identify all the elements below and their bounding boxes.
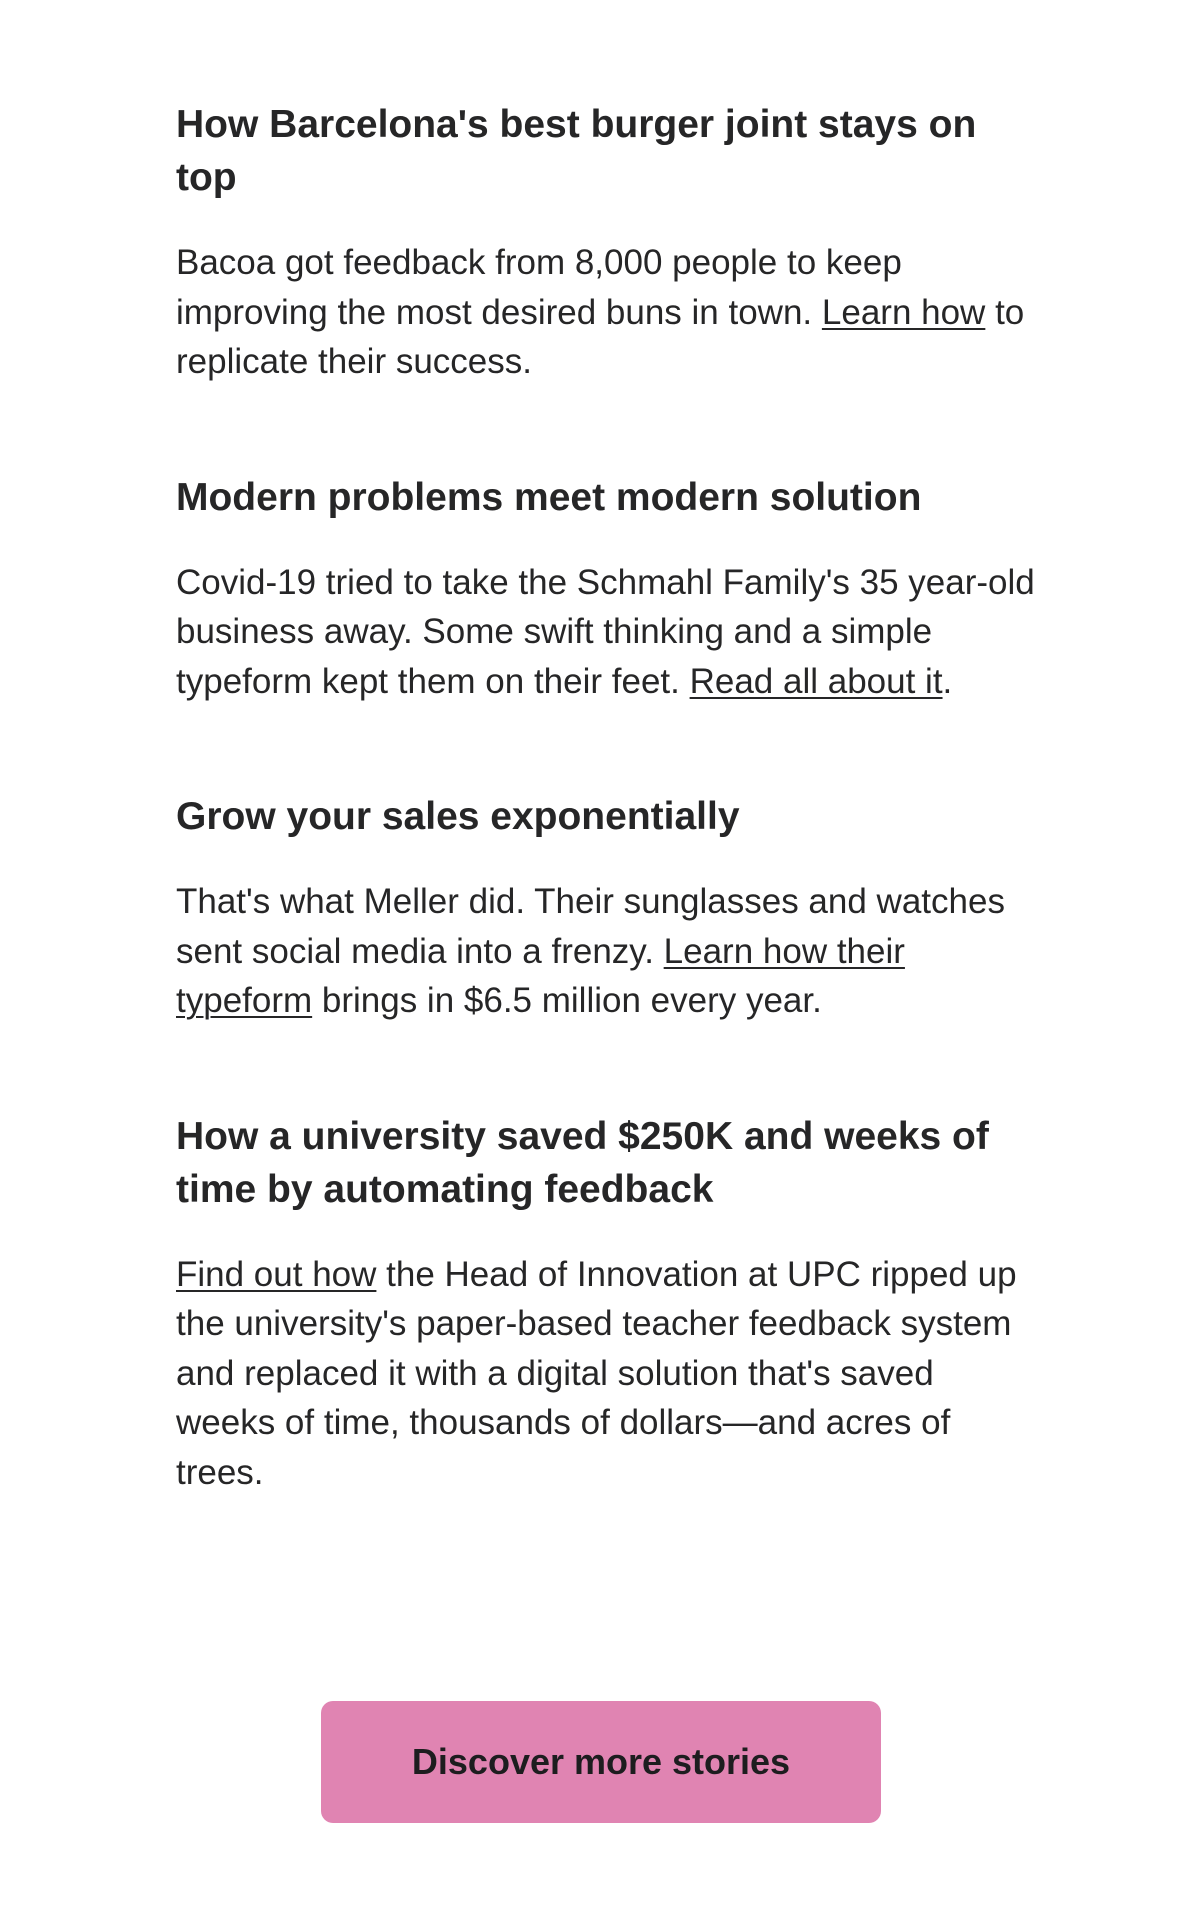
story-text-after: the Head of Innovation at UPC ripped up the university's paper-based teacher feedback system and replaced it with a digital solution that's saved weeks of time, thousands of dollars—and acres of trees. (176, 1254, 1017, 1492)
story-title: Grow your sales exponentially (176, 795, 740, 838)
story-title: How a university saved $250K and weeks of time by automating feedback (176, 1114, 989, 1211)
story-card (176, 1110, 1036, 1498)
story-body (176, 558, 1036, 707)
stories-list (176, 98, 1036, 1581)
learn-how-their-typeform-link[interactable]: Learn how their typeform (176, 931, 905, 1020)
story-text-after: brings in $6.5 million every year. (312, 981, 822, 1020)
story-card (176, 98, 1036, 387)
discover-more-stories-button[interactable]: Discover more stories (321, 1701, 881, 1823)
story-body (176, 238, 1036, 387)
story-card (176, 471, 1036, 707)
story-text-before: Covid-19 tried to take the Schmahl Family's 35 year-old business away. Some swift thinking and a simple typeform kept them on their feet. (176, 562, 1035, 701)
story-title: Modern problems meet modern solution (176, 475, 922, 519)
story-text-after: to replicate their success. (176, 292, 1025, 381)
cta-container (0, 1701, 1200, 1823)
story-body (176, 877, 1036, 1026)
story-text-after: . (942, 661, 953, 701)
find-out-how-link[interactable]: Find out how (176, 1254, 377, 1294)
story-title: How Barcelona's best burger joint stays on top (176, 103, 977, 199)
story-card (176, 790, 1036, 1026)
story-text-before: That's what Meller did. Their sunglasses and watches sent social media into a frenzy. (176, 882, 1005, 971)
story-body (176, 1250, 1036, 1498)
learn-how-link[interactable]: Learn how (821, 292, 986, 332)
story-text-before: Bacoa got feedback from 8,000 people to keep improving the most desired buns in town. (176, 243, 902, 332)
read-all-about-it-link[interactable]: Read all about it (689, 661, 943, 701)
